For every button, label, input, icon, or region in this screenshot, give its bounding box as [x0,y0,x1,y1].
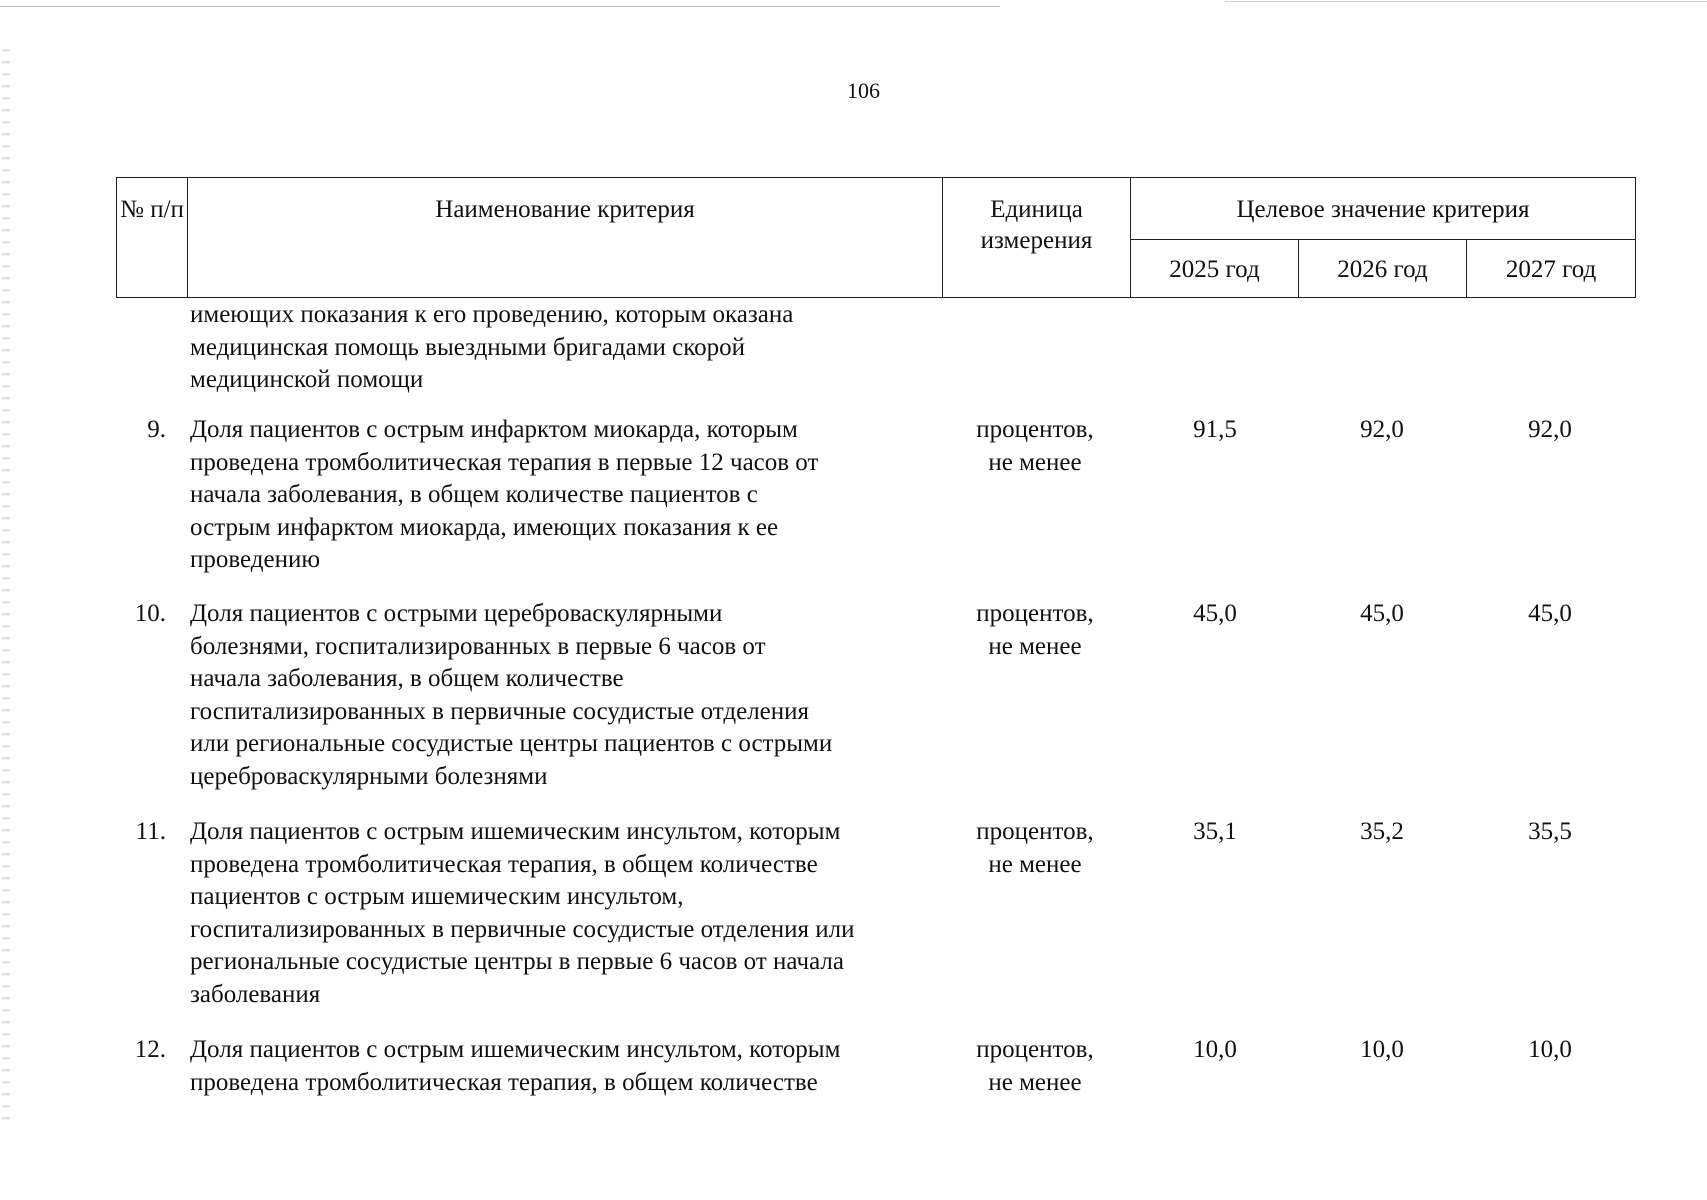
criterion-unit: процентов, не менее [976,818,1094,878]
value-2026: 35,2 [1360,818,1404,845]
header-criterion-name: Наименование критерия [188,178,943,298]
header-year-2026: 2026 год [1299,240,1467,298]
page-number: 106 [847,78,880,103]
value-2026: 45,0 [1360,600,1404,627]
scan-edge-top-right [1225,1,1707,2]
criterion-name: Доля пациентов с острым инфарктом миокарда, которым проведена тромболитическая терапия в первые 12 часов от начала заболевания, в общем количестве пациентов с острым инфарктом миокарда, имеющих показания к ее проведению [190,416,819,573]
value-2027: 92,0 [1528,416,1572,443]
row-number: 10. [134,600,166,627]
header-target-value: Целевое значение критерия [1131,178,1636,240]
table-header [116,177,1636,298]
criterion-name: Доля пациентов с острым ишемическим инсультом, которым проведена тромболитическая терапия, в общем количестве [190,1036,841,1096]
value-2027: 35,5 [1528,818,1572,845]
header-number: № п/п [117,178,188,298]
value-2027: 45,0 [1528,600,1572,627]
criterion-unit: процентов, не менее [976,1036,1094,1096]
value-2025: 10,0 [1193,1036,1237,1063]
row-number: 11. [135,818,166,845]
scan-edge-left [2,40,10,1120]
row-number: 9. [147,416,166,443]
criterion-name: Доля пациентов с острым ишемическим инсультом, которым проведена тромболитическая терапия, в общем количестве пациентов с острым ишемическим инсультом, госпитализированных в первичные сосудистые отделения или региональные сосудистые центры в первые 6 часов от начала заболевания [190,818,855,1008]
scan-edge-top [0,6,1000,7]
criterion-unit: процентов, не менее [976,416,1094,476]
value-2026: 92,0 [1360,416,1404,443]
header-unit: Единица измерения [943,178,1131,298]
value-2025: 45,0 [1193,600,1237,627]
value-2025: 91,5 [1193,416,1237,443]
value-2027: 10,0 [1528,1036,1572,1063]
value-2026: 10,0 [1360,1036,1404,1063]
value-2025: 35,1 [1193,818,1237,845]
criterion-unit: процентов, не менее [976,600,1094,660]
header-year-2025: 2025 год [1131,240,1299,298]
criterion-name: Доля пациентов с острыми цереброваскулярными болезнями, госпитализированных в первые 6 часов от начала заболевания, в общем количестве госпитализированных в первичные сосудистые отделения или региональные сосудистые центры пациентов с острыми цереброваскулярными болезнями [190,600,833,790]
row-number: 12. [134,1036,166,1063]
header-year-2027: 2027 год [1467,240,1636,298]
criterion-name: имеющих показания к его проведению, которым оказана медицинская помощь выездными бригадами скорой медицинской помощи [190,301,794,393]
